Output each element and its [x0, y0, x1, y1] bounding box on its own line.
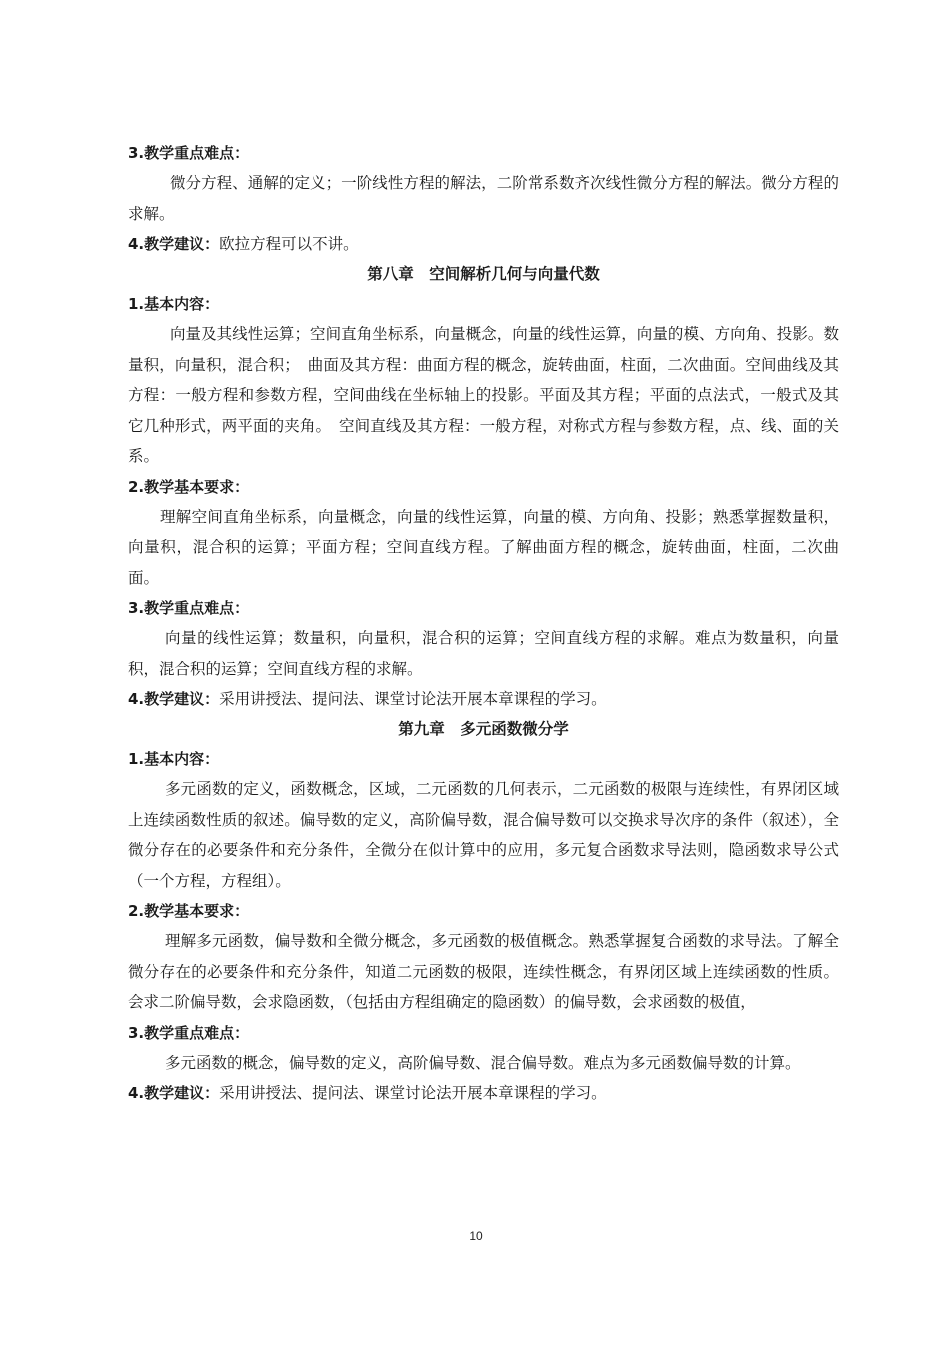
ch8-advice	[128, 684, 839, 714]
ch7-key-heading: 3.教学重点难点：	[128, 144, 250, 162]
page-number: 10	[469, 1229, 483, 1243]
ch7-advice-text: 欧拉方程可以不讲。	[219, 235, 359, 253]
ch8-content-text: 向量及其线性运算；空间直角坐标系，向量概念，向量的线性运算，向量的模、方向角、投影。数量积，向量积，混合积； 曲面及其方程：曲面方程的概念，旋转曲面，柱面，二次曲面。空间曲线及其方程：一般方程和参数方程，空间曲线在坐标轴上的投影。平面及其方程；平面的点法式，一般式及其它几种形式，两平面的夹角。 空间直线及其方程：一般方程，对称式方程与参数方程，点、线、面的关系。	[128, 325, 839, 465]
ch8-advice-label: 4.教学建议：	[128, 690, 220, 708]
ch8-req-text: 理解空间直角坐标系，向量概念，向量的线性运算，向量的模、方向角、投影；熟悉掌握数量积，向量积，混合积的运算；平面方程；空间直线方程。了解曲面方程的概念，旋转曲面，柱面，二次曲面。	[128, 507, 839, 587]
ch9-advice-label: 4.教学建议：	[128, 1084, 220, 1102]
ch9-key-text: 多元函数的概念，偏导数的定义，高阶偏导数、混合偏导数。难点为多元函数偏导数的计算。	[165, 1053, 801, 1072]
chapter-8-title: 第八章 空间解析几何与向量代数	[367, 265, 600, 283]
chapter-9-title: 第九章 多元函数微分学	[398, 720, 569, 738]
ch9-advice-text: 采用讲授法、提问法、课堂讨论法开展本章课程的学习。	[219, 1084, 607, 1102]
ch9-content-text: 多元函数的定义，函数概念，区域，二元函数的几何表示，二元函数的极限与连续性，有界闭区域上连续函数性质的叙述。偏导数的定义，高阶偏导数，混合偏导数可以交换求导次序的条件（叙述），全微分存在的必要条件和充分条件，全微分在似计算中的应用，多元复合函数求导法则，隐函数求导公式（一个方程，方程组）。	[128, 780, 839, 890]
ch9-advice	[128, 1078, 839, 1108]
ch8-content-heading: 1.基本内容：	[128, 295, 220, 313]
ch7-key-text: 微分方程、通解的定义；一阶线性方程的解法，二阶常系数齐次线性微分方程的解法。微分方程的求解。	[128, 174, 839, 223]
ch7-advice-label: 4.教学建议：	[128, 235, 220, 253]
page-body	[128, 138, 839, 1108]
ch8-advice-text: 采用讲授法、提问法、课堂讨论法开展本章课程的学习。	[219, 690, 607, 708]
ch8-req-heading: 2.教学基本要求：	[128, 477, 250, 496]
ch8-key-text: 向量的线性运算；数量积，向量积，混合积的运算；空间直线方程的求解。难点为数量积，向量积，混合积的运算；空间直线方程的求解。	[128, 629, 839, 678]
ch9-req-heading: 2.教学基本要求：	[128, 902, 250, 920]
ch9-key-heading: 3.教学重点难点：	[128, 1023, 250, 1042]
ch8-key-heading: 3.教学重点难点：	[128, 599, 250, 617]
ch9-req-text: 理解多元函数，偏导数和全微分概念，多元函数的极值概念。熟悉掌握复合函数的求导法。了解全微分存在的必要条件和充分条件，知道二元函数的极限，连续性概念，有界闭区域上连续函数的性质。会求二阶偏导数，会求隐函数，（包括由方程组确定的隐函数）的偏导数，会求函数的极值，	[128, 932, 839, 1011]
ch9-content-heading: 1.基本内容：	[128, 750, 220, 768]
ch7-advice	[128, 229, 839, 259]
